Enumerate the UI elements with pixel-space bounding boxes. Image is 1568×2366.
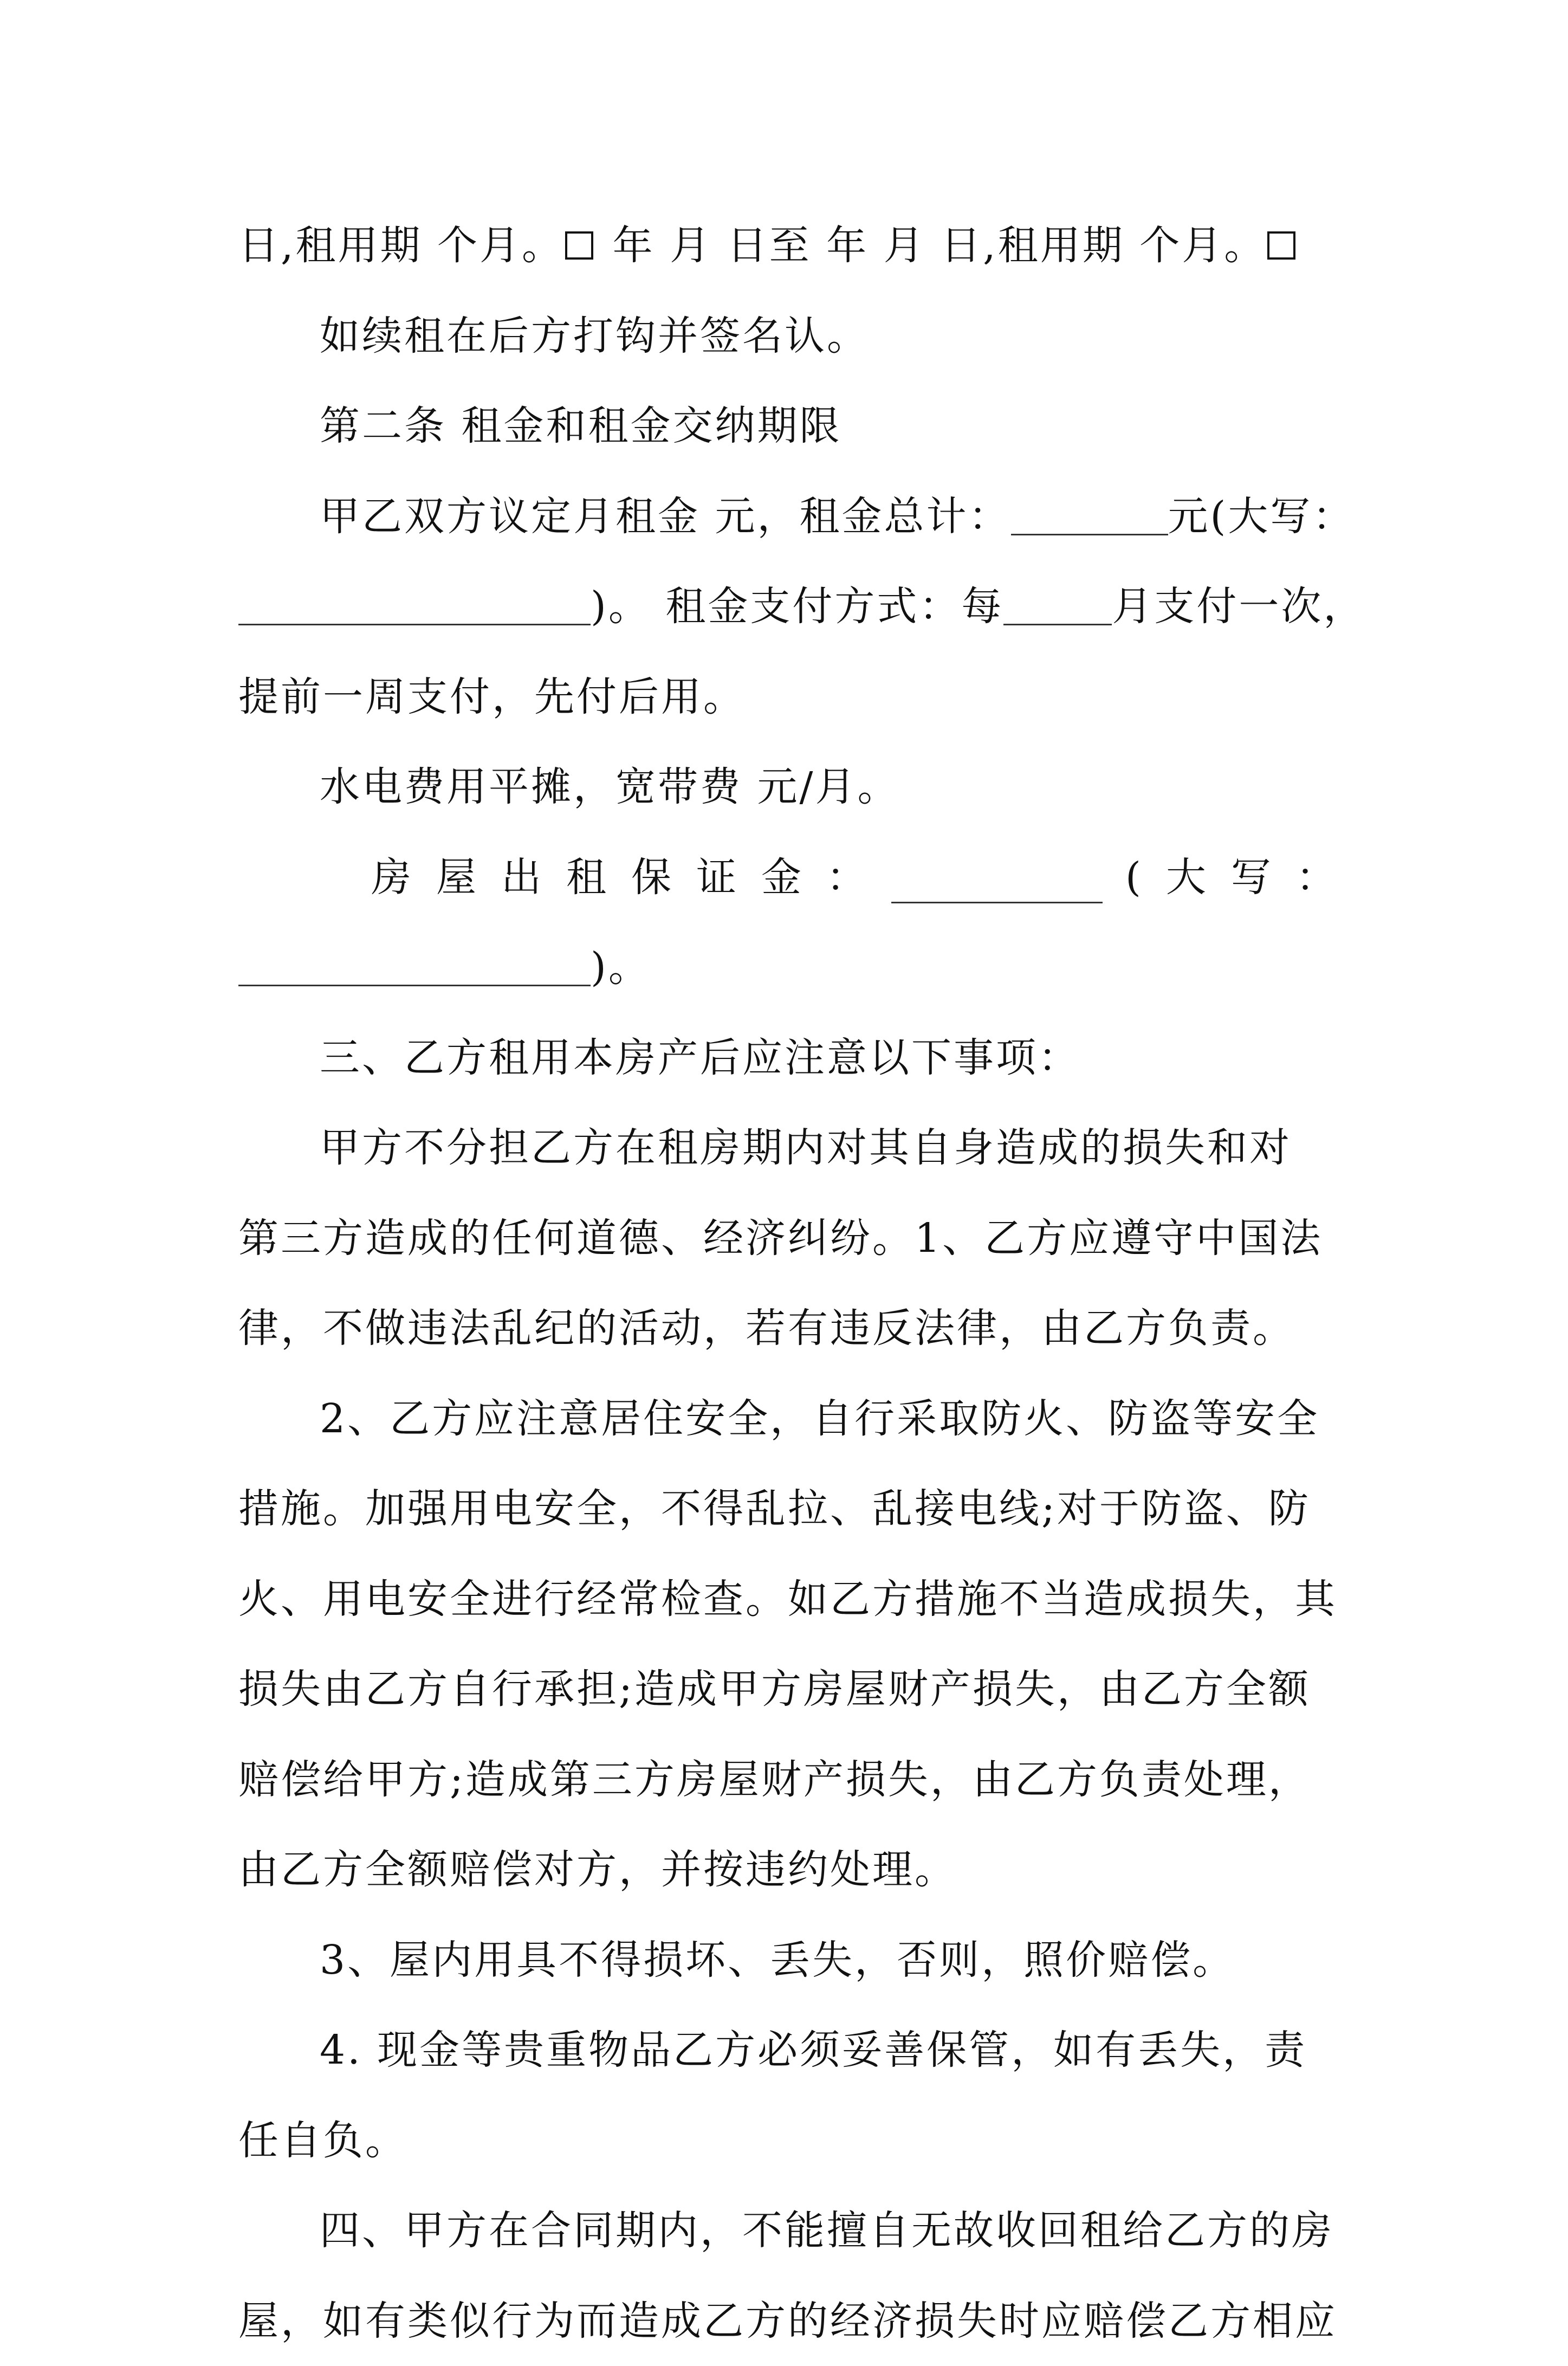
text-line: 措施。加强用电安全，不得乱拉、乱接电线;对于防盗、防 <box>238 1464 1338 1554</box>
text-line: 2、乙方应注意居住安全，自行采取防火、防盗等安全 <box>238 1374 1338 1464</box>
spread-char: 租 <box>566 832 608 923</box>
text-line-rent <box>238 471 1338 562</box>
text-line-lease-term <box>238 201 1338 291</box>
text-line: 3、屋内用具不得损坏、丢失，否则，照价赔偿。 <box>238 1915 1338 2006</box>
text-line: 由乙方全额赔偿对方，并按违约处理。 <box>238 1825 1338 1915</box>
text-line: 四、甲方在合同期内，不能擅自无故收回租给乙方的房 <box>238 2186 1338 2276</box>
text-line: 任自负。 <box>238 2096 1338 2186</box>
contract-body <box>238 201 1338 2366</box>
spread-char: ( <box>1125 832 1143 923</box>
payment-interval-blank[interactable] <box>1003 584 1112 625</box>
text-line: 第三方造成的任何道德、经济纠纷。1、乙方应遵守中国法 <box>238 1193 1338 1284</box>
spread-char: 大 <box>1166 832 1208 923</box>
text-line-deposit-uppercase <box>238 922 1338 1013</box>
text-line: 赔偿给甲方;造成第三方房屋财产损失，由乙方负责处理， <box>238 1735 1338 1825</box>
renewal-checkbox[interactable] <box>565 231 593 260</box>
text-line: 提前一周支付，先付后用。 <box>238 652 1338 742</box>
text-segment: )。 <box>591 944 651 991</box>
spread-char: 金 <box>761 832 804 923</box>
text-line: 如续租在后方打钩并签名认。 <box>238 291 1338 382</box>
text-segment: 元(大写： <box>1168 493 1355 540</box>
spread-char: ： <box>1296 832 1338 923</box>
spread-char: 保 <box>631 832 673 923</box>
spread-char: 证 <box>696 832 738 923</box>
spread-char: 房 <box>371 832 413 923</box>
deposit-amount-blank[interactable] <box>891 862 1103 903</box>
text-segment: )。 租金支付方式：每 <box>591 583 1003 630</box>
text-line: 屋，如有类似行为而造成乙方的经济损失时应赔偿乙方相应 <box>238 2276 1338 2366</box>
text-line: 水电费用平摊，宽带费 元/月。 <box>238 742 1338 832</box>
spread-char: 写 <box>1231 832 1273 923</box>
text-segment: 甲乙双方议定月租金 元，租金总计： <box>320 493 1011 540</box>
renewal-checkbox[interactable] <box>1267 231 1295 260</box>
text-line: 甲方不分担乙方在租房期内对其自身造成的损失和对 <box>238 1103 1338 1193</box>
section-heading: 第二条 租金和租金交纳期限 <box>238 381 1338 471</box>
rent-total-blank[interactable] <box>1011 494 1168 535</box>
text-line: 损失由乙方自行承担;造成甲方房屋财产损失，由乙方全额 <box>238 1644 1338 1735</box>
spread-char: 出 <box>501 832 543 923</box>
spread-char: ： <box>826 832 869 923</box>
rent-uppercase-blank[interactable] <box>238 584 591 625</box>
text-line: 火、用电安全进行经常检查。如乙方措施不当造成损失，其 <box>238 1554 1338 1645</box>
text-segment: 年 月 日至 年 月 日,租用期 个月。 <box>598 222 1266 269</box>
deposit-uppercase-blank[interactable] <box>238 945 591 986</box>
text-line-deposit <box>238 832 1338 923</box>
spread-char: 屋 <box>436 832 478 923</box>
text-line-payment <box>238 561 1338 652</box>
section-heading: 三、乙方租用本房产后应注意以下事项： <box>238 1013 1338 1103</box>
text-segment: 日,租用期 个月。 <box>238 222 564 269</box>
text-line: 律，不做违法乱纪的活动，若有违反法律，由乙方负责。 <box>238 1283 1338 1374</box>
text-line: 4. 现金等贵重物品乙方必须妥善保管，如有丢失，责 <box>238 2005 1338 2096</box>
text-segment: 月支付一次， <box>1112 583 1365 630</box>
